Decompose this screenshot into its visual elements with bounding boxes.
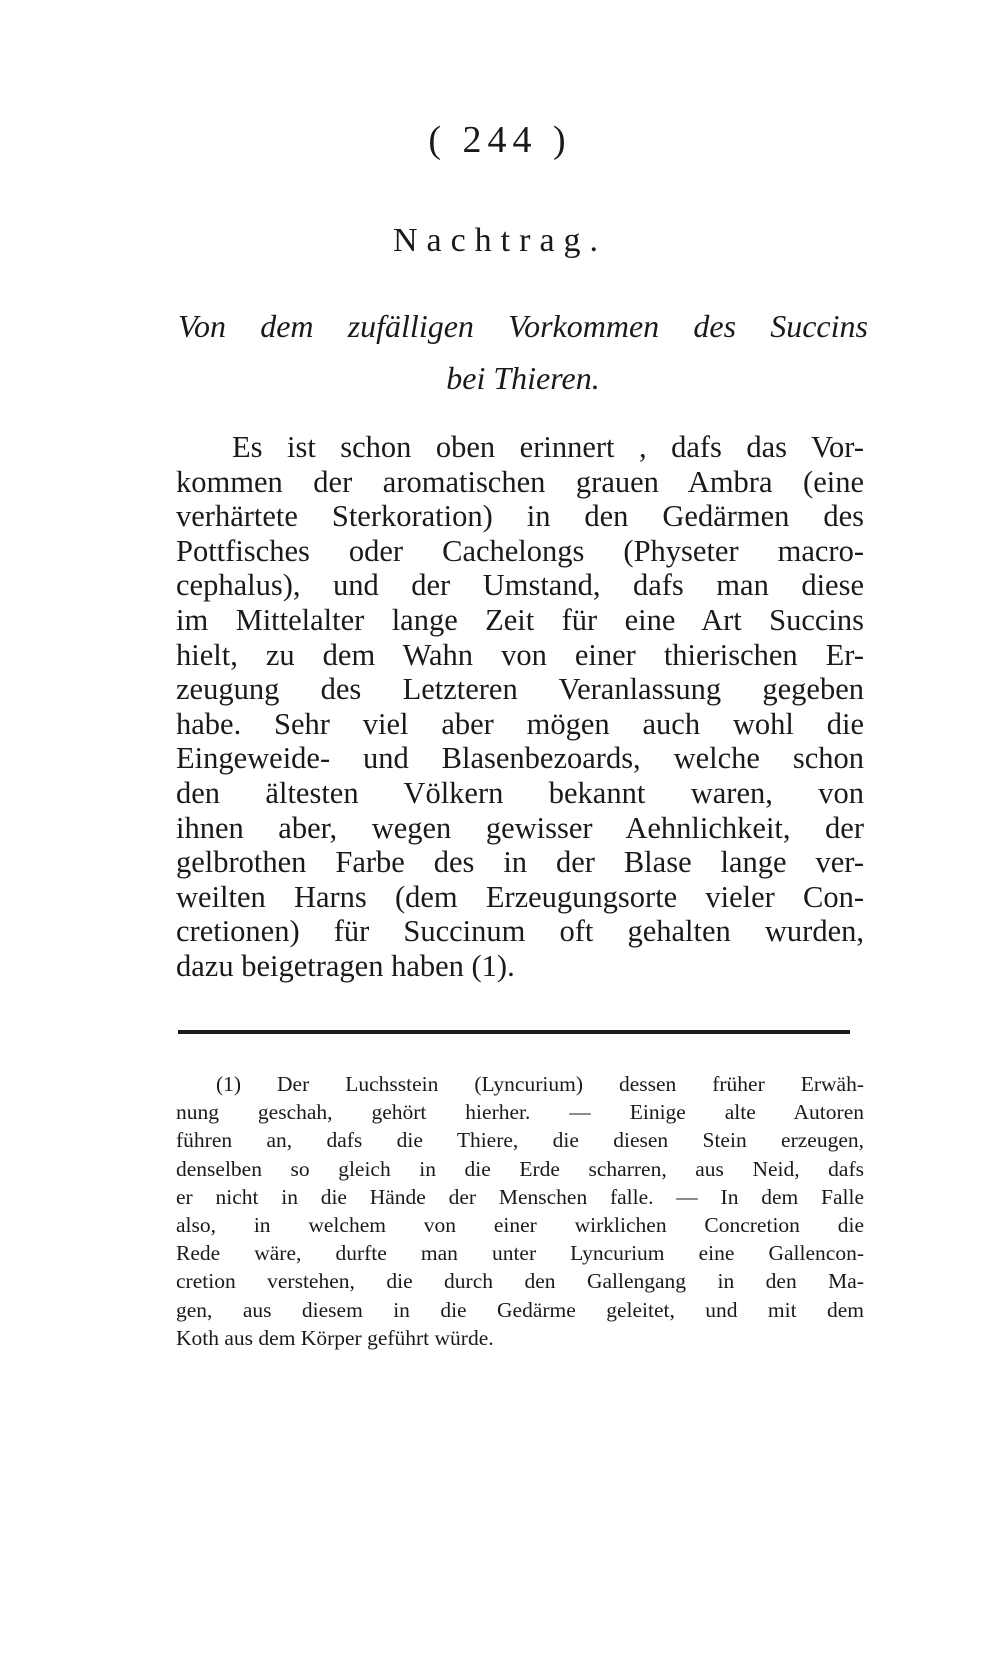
text-line: cephalus), und der Umstand, dafs man diese [176, 568, 864, 603]
text-line: kommen der aromatischen grauen Ambra (eine [176, 464, 864, 499]
footnote-line: gen, aus diesem in die Gedärme geleitet, und mit dem [176, 1297, 864, 1322]
footnote-line: führen an, dafs die Thiere, die diesen Stein erzeugen, [176, 1128, 864, 1153]
subtitle-word: dem [260, 308, 314, 344]
subtitle-word: Vorkommen [508, 308, 660, 344]
footnote-line: Koth aus dem Körper geführt würde. [176, 1325, 494, 1350]
text-line: gelbrothen Farbe des in der Blase lange ver- [176, 845, 864, 880]
subtitle-word: des [693, 308, 737, 344]
section-subtitle [178, 300, 868, 404]
subtitle-word: zufälligen [347, 308, 474, 344]
page-number: ( 244 ) [428, 119, 572, 161]
main-paragraph [176, 430, 864, 984]
footnote [176, 1070, 864, 1352]
subtitle-word: Von [178, 308, 226, 344]
footnote-divider [178, 1030, 850, 1034]
subtitle-line-2: bei Thieren. [446, 360, 600, 396]
text-line: Eingeweide- und Blasenbezoards, welche schon [176, 741, 864, 776]
text-line: im Mittelalter lange Zeit für eine Art Succins [176, 602, 864, 637]
footnote-line: also, in welchem von einer wirklichen Concretion die [176, 1213, 864, 1238]
text-line: ihnen aber, wegen gewisser Aehnlichkeit, der [176, 810, 864, 845]
footnote-line: Rede wäre, durfte man unter Lyncurium eine Gallencon- [176, 1241, 864, 1266]
text-line: Es ist schon oben erinnert , dafs das Vor- [232, 430, 864, 464]
section-heading: Nachtrag. [392, 222, 608, 259]
subtitle-word: Succins [770, 308, 868, 344]
footnote-line: denselben so gleich in die Erde scharren, aus Neid, dafs [176, 1156, 864, 1181]
text-line: habe. Sehr viel aber mögen auch wohl die [176, 706, 864, 741]
text-line: hielt, zu dem Wahn von einer thierischen Er- [176, 637, 864, 672]
text-line: cretionen) für Succinum oft gehalten wurden, [176, 914, 864, 949]
footnote-line: cretion verstehen, die durch den Gallengang in den Ma- [176, 1269, 864, 1294]
footnote-line: (1) Der Luchsstein (Lyncurium) dessen früher Erwäh- [216, 1072, 864, 1096]
footnote-line: nung geschah, gehört hierher. — Einige alte Autoren [176, 1100, 864, 1125]
text-line: verhärtete Sterkoration) in den Gedärmen des [176, 499, 864, 534]
footnote-line: er nicht in die Hände der Menschen falle. — In dem Falle [176, 1184, 864, 1209]
text-line: weilten Harns (dem Erzeugungsorte vieler Con- [176, 879, 864, 914]
text-line: dazu beigetragen haben (1). [176, 948, 515, 983]
text-line: den ältesten Völkern bekannt waren, von [176, 775, 864, 810]
text-line: Pottfisches oder Cachelongs (Physeter macro- [176, 533, 864, 568]
text-line: zeugung des Letzteren Veranlassung gegeben [176, 672, 864, 707]
subtitle-line-1 [178, 300, 868, 352]
